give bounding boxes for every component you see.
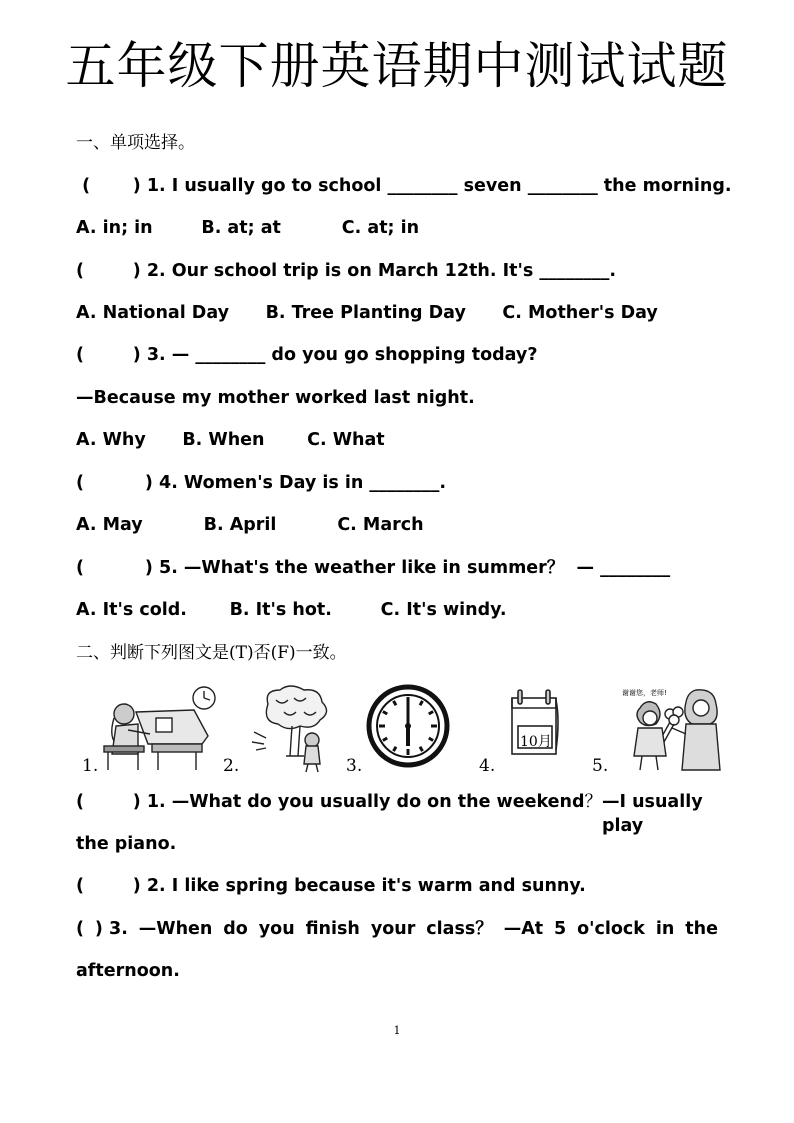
picture-number-5: 5. [592, 756, 609, 776]
statement-3-line-2: afternoon. [76, 961, 180, 981]
boy-under-tree-icon [248, 684, 348, 774]
picture-number-2: 2. [223, 756, 240, 776]
statement-3-word: ( [76, 919, 84, 939]
question-5: ( ) 5. —What's the weather like in summer？ — ________ [76, 558, 671, 578]
statement-3-word: —At [503, 919, 544, 939]
question-3-options: A. Why B. When C. What [76, 430, 385, 450]
question-5-options: A. It's cold. B. It's hot. C. It's windy. [76, 600, 507, 620]
statement-1-line-2: the piano. [76, 834, 177, 854]
statement-3-word: o'clock [577, 919, 645, 939]
statement-3-word: your [370, 919, 416, 939]
question-2-options: A. National Day B. Tree Planting Day C. Mother's Day [76, 303, 658, 323]
question-4-options: A. May B. April C. March [76, 515, 424, 535]
picture-number-1: 1. [82, 756, 99, 776]
picture-number-3: 3. [346, 756, 363, 776]
question-1: ( ) 1. I usually go to school ________ seven ________ the morning. [76, 176, 732, 196]
statement-3-line-1 [76, 917, 718, 941]
statement-3-word: 5 [554, 919, 567, 939]
question-2: ( ) 2. Our school trip is on March 12th. It's ________. [76, 261, 616, 281]
statement-3-word: class？ [426, 919, 493, 939]
statement-1-answer: —I usually play [601, 792, 703, 836]
picture-number-4: 4. [479, 756, 496, 776]
question-3: ( ) 3. — ________ do you go shopping today? [76, 345, 538, 365]
statement-1-line-1 [76, 790, 718, 838]
statement-3-word: you [258, 919, 295, 939]
girl-playing-piano-icon [98, 684, 224, 772]
page-number: 1 [393, 1024, 401, 1037]
section-2-heading: 二、判断下列图文是(T)否(F)一致。 [76, 643, 347, 663]
question-4: ( ) 4. Women's Day is in ________. [76, 473, 447, 493]
statement-3-word: do [223, 919, 248, 939]
statement-3-word: ) 3. [94, 919, 128, 939]
page-title: 五年级下册英语期中测试试题 [65, 37, 729, 95]
question-3-answer: —Because my mother worked last night. [76, 388, 475, 408]
picture-row [76, 684, 726, 776]
statement-1-question-mark: ？ [584, 792, 602, 812]
clock-six-oclock-icon [366, 684, 450, 768]
statement-3-word: finish [305, 919, 360, 939]
speech-bubble: 谢谢您，老师! [622, 689, 667, 697]
question-1-options: A. in; in B. at; at C. at; in [76, 218, 420, 238]
statement-2: ( ) 2. I like spring because it's warm and sunny. [76, 876, 586, 896]
section-1-heading: 一、单项选择。 [76, 133, 195, 153]
calendar-label: 10月 [520, 734, 552, 750]
statement-3-word: the [685, 919, 718, 939]
statement-3-word: in [655, 919, 675, 939]
statement-1-question: ( ) 1. —What do you usually do on the weekend [76, 792, 585, 812]
statement-3-word: —When [138, 919, 213, 939]
